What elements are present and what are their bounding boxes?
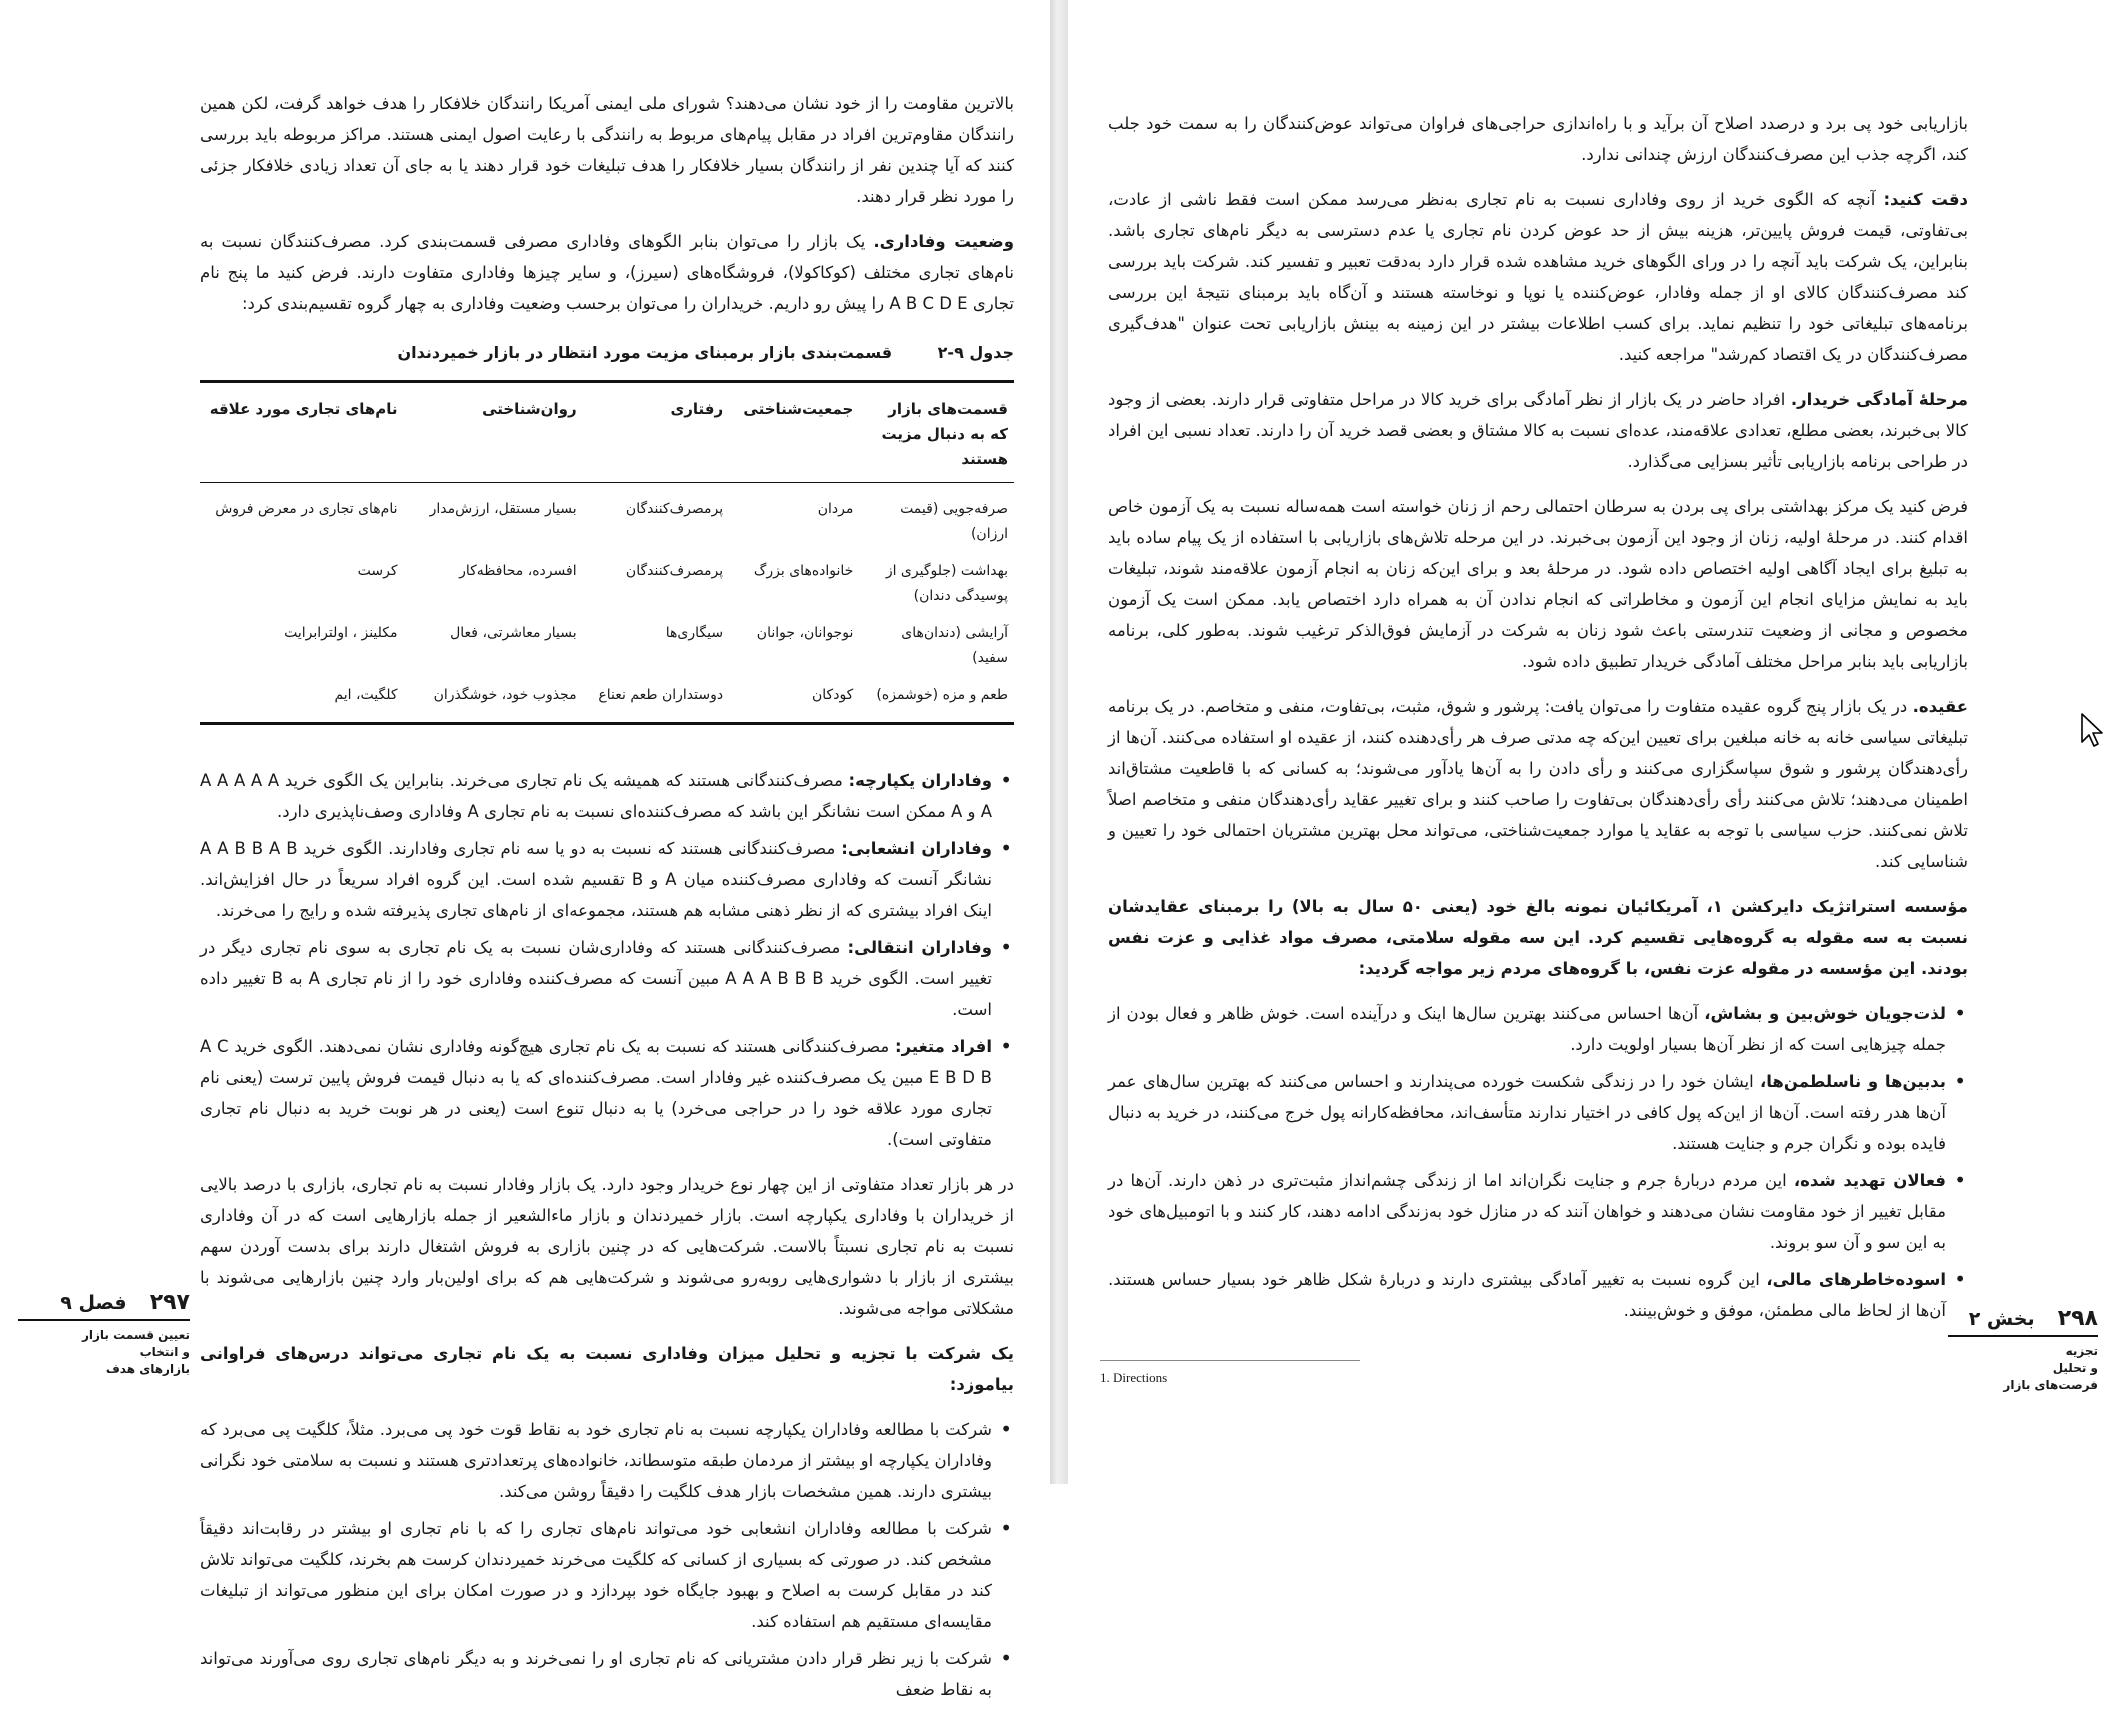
table-cell: صرفه‌جویی (قیمت ارزان) xyxy=(900,501,1008,542)
loyalty-groups-list xyxy=(200,765,1014,1155)
table-title xyxy=(200,337,1014,368)
list-item-heading: افراد متغیر: xyxy=(895,1037,992,1056)
table-cell: بسیار معاشرتی، فعال xyxy=(450,625,577,641)
lessons-list xyxy=(200,1414,1014,1705)
list-item xyxy=(200,932,1014,1025)
page-number: ۲۹۸ xyxy=(2057,1306,2098,1331)
footnote-rule xyxy=(1100,1360,1360,1361)
table-cell: خانواده‌های بزرگ xyxy=(753,563,854,579)
list-item-heading: وفاداران انشعابی: xyxy=(841,839,992,858)
table-row xyxy=(200,615,1014,677)
table-cell: آرایشی (دندان‌های سفید) xyxy=(901,625,1008,666)
footer-heading xyxy=(1948,1306,2098,1331)
subtitle-line: تجزیه xyxy=(2065,1344,2098,1358)
intro-paragraph: بالاترین مقاومت را از خود نشان می‌دهند؟ شورای ملی ایمنی آمریکا رانندگان خلافکار را هدف خواهد گرفت، لکن همین رانندگان مقاوم‌ترین افراد در مقابل پیام‌های مربوط به رانندگی با رعایت اصول ایمنی هستند. مراکز مربوطه باید بررسی کنند که آیا چندین نفر از رانندگان بسیار خلافکار را هدف تبلیغات خود قرار دهند یا به جای آن تعداد زیادی خلافکار جزئی را مورد نظر قرار دهند. xyxy=(200,94,1014,206)
caution-text: آنچه که الگوی خرید از روی وفاداری نسبت به نام تجاری به‌نظر می‌رسد ممکن است فقط ناشی از عادت، بی‌تفاوتی، قیمت فروش پایین‌تر، هزینه بیش از حد عوض کردن نام تجاری یا عدم دسترسی به دیگر نام‌های تجاری باشد. بنابراین، یک شرکت باید آنچه را در ورای الگوهای خرید مشاهده شده قرار دارد به‌دقت تعبیر و تفسیر کند. شرکت باید بررسی کند مصرف‌کنندگان کالای او از جمله وفادار، عوض‌کننده یا نوپا و نوخاسته هستند و آن‌گاه باید برمبنای نتیجهٔ این بررسی برنامه‌های تبلیغاتی خود را تنظیم نماید. برای کسب اطلاعات بیشتر در این زمینه به بینش بازاریابی تحت عنوان "هدف‌گیری مصرف‌کنندگان در یک اقتصاد کم‌رشد" مراجعه کنید. xyxy=(1108,190,1968,364)
list-item-heading: وفاداران انتقالی: xyxy=(847,938,992,957)
list-item-heading: فعالان تهدید شده، xyxy=(1793,1171,1946,1190)
self-esteem-groups-list xyxy=(1108,998,1968,1326)
list-item-text: مصرف‌کنندگانی هستند که همیشه یک نام تجاری می‌خرند. بنابراین یک الگوی خرید A A A A A A و A ممکن است نشانگر این باشد که مصرف‌کننده‌ای نسبت به نام تجاری A وفاداری وصف‌ناپذیری دارد. xyxy=(200,771,992,821)
list-item-heading: اسوده‌خاطرهای مالی، xyxy=(1766,1270,1946,1289)
subtitle-line: و تحلیل xyxy=(2052,1361,2098,1375)
table-cell: مکلینز ، اولترابرایت xyxy=(284,625,398,641)
page-298-footer xyxy=(1948,1306,2098,1394)
table-cell: بسیار مستقل، ارزش‌مدار xyxy=(429,501,577,517)
chapter-label: فصل ۹ xyxy=(60,1292,127,1314)
caution-paragraph xyxy=(1108,184,1968,370)
page-297-text xyxy=(200,88,1014,1719)
table-cell: نوجوانان، جوانان xyxy=(756,625,854,641)
table-cell: کرست xyxy=(357,563,398,579)
subtitle-line: تعیین قسمت بازار xyxy=(82,1328,190,1342)
mouse-pointer-icon xyxy=(2080,712,2104,748)
list-item xyxy=(200,1031,1014,1155)
table-header: رفتاری xyxy=(583,382,730,483)
loyalty-paragraph xyxy=(200,226,1014,319)
list-item-heading: بدبین‌ها و ناسلطمن‌ها، xyxy=(1759,1072,1946,1091)
list-item-heading: لذت‌جویان خوش‌بین و بشاش، xyxy=(1704,1004,1946,1023)
page-298 xyxy=(1068,0,2118,1484)
list-item-text: این مردم دربارهٔ جرم و جنایت نگران‌اند اما از زندگی چشم‌انداز مثبت‌تری در ذهن دارند. آن‌ها در مقابل تغییر از خود مقاومت نشان می‌دهند و خواهان آنند که در منازل خود به‌زندگی ادامه دهند، کار کنند و با اتومبیل‌های خود به این سو و آن سو بروند. xyxy=(1108,1171,1946,1252)
continuation-paragraph: بازاریابی خود پی برد و درصدد اصلاح آن برآید و با راه‌اندازی حراجی‌های فراوان می‌تواند عوض‌کنندگان را به سمت خود جلب کند، اگرچه جذب این مصرف‌کنندگان ارزش چندانی ندارد. xyxy=(1108,114,1968,164)
list-item xyxy=(200,765,1014,827)
footer-rule xyxy=(1948,1335,2098,1337)
part-label: بخش ۲ xyxy=(1968,1308,2035,1330)
part-subtitle xyxy=(1948,1343,2098,1394)
table-cell: کودکان xyxy=(812,687,854,703)
loyalty-heading: وضعیت وفاداری. xyxy=(873,232,1014,251)
table-cell: بهداشت (جلوگیری از پوسیدگی دندان) xyxy=(885,563,1008,604)
market-paragraph: در هر بازار تعداد متفاوتی از این چهار نوع خریدار وجود دارد. یک بازار وفادار نسبت به نام تجاری، بازاری با درصد بالایی از خریداران با وفاداری یکپارچه است. بازار خمیردندان و بازار ماءالشعیر از جمله بازارهایی است که در آن وفاداری نسبت به نام تجاری نسبتاً بالاست. شرکت‌هایی که در چنین بازاری به فروش اشتغال دارند برای بدست آوردن سهم بیشتری از بازار با دشواری‌هایی روبه‌رو می‌شوند و شرکت‌هایی هم که برای اولین‌بار وارد چنین بازارهایی می‌شوند با مشکلاتی مواجه می‌شوند. xyxy=(200,1175,1014,1318)
attitude-heading: عقیده. xyxy=(1912,697,1968,716)
table-cell: افسرده، محافظه‌کار xyxy=(459,563,577,579)
table-header-row xyxy=(200,382,1014,483)
table-row xyxy=(200,483,1014,554)
page-297-footer xyxy=(18,1290,190,1378)
page-297 xyxy=(0,0,1050,1699)
subtitle-line: بازارهای هدف xyxy=(105,1362,190,1376)
table-header: روان‌شناختی xyxy=(404,382,583,483)
list-item xyxy=(1108,1264,1968,1326)
readiness-paragraph xyxy=(1108,384,1968,477)
list-item-text: مصرف‌کنندگانی هستند که وفاداری‌شان نسبت به یک نام تجاری به سوی نام تجاری دیگر در تغییر است. الگوی خرید A A A B B B مبین آنست که مصرف‌کننده وفاداری خود را از نام تجاری A به B تغییر داده است. xyxy=(200,938,993,1019)
list-item xyxy=(1108,1165,1968,1258)
subtitle-line: فرصت‌های بازار xyxy=(2003,1378,2098,1392)
list-item-text: این گروه نسبت به تغییر آمادگی بیشتری دارند و دربارهٔ شکل ظاهر خود بسیار حساس هستند. آن‌ها از لحاظ مالی مطمئن، موفق و خوش‌بینند. xyxy=(1108,1270,1946,1320)
list-item: • شرکت با مطالعه وفاداران انشعابی خود می‌تواند نام‌های تجاری را که با نام تجاری او بیشتر در رقابت‌اند دقیقاً مشخص کند. در صورتی که بسیاری از کسانی که کلگیت می‌خرند خمیردندان کرست هم بخرند، کلگیت می‌تواند تلاش کند در مقابل کرست به اصلاح و بهبود جایگاه خود بپردازد و در صورت امکان برای این منظور می‌تواند از تبلیغات مقایسه‌ای مستقیم هم استفاده کند. xyxy=(200,1513,1014,1637)
chapter-subtitle xyxy=(18,1327,190,1378)
table-header: جمعیت‌شناختی xyxy=(729,382,859,483)
table-cell: دوستداران طعم نعناع xyxy=(598,687,724,703)
directions-paragraph: مؤسسه استراتژیک دایرکشن ۱، آمریکائیان نمونه بالغ خود (یعنی ۵۰ سال به بالا) را برمبنای عقایدشان نسبت به سه مقوله به گروه‌هایی تقسیم کرد. این سه مقوله سلامتی، مصرف مواد غذایی و عزت نفس بودند. این مؤسسه در مقوله عزت نفس، با گروه‌های مردم زیر مواجه گردید: xyxy=(1108,897,1968,978)
list-item-text: ایشان خود را در زندگی شکست خورده می‌پندارند و احساس می‌کنند که بهترین سال‌های عمر آن‌ها هدر رفته است. آن‌ها از این‌که پول کافی در اختیار ندارند متأسف‌اند، محافظه‌کارانه پول خرج می‌کنند، در خرید به دنبال فایده بوده و نگران جرم و جنایت هستند. xyxy=(1108,1072,1946,1153)
list-item-heading: وفاداران یکپارچه: xyxy=(848,771,992,790)
readiness-heading: مرحلهٔ آمادگی خریدار. xyxy=(1790,390,1968,409)
table-cell: طعم و مزه (خوشمزه) xyxy=(876,687,1008,703)
book-gutter xyxy=(1050,0,1068,1484)
table-label: جدول ۹-۲ xyxy=(937,343,1014,362)
footer-heading xyxy=(18,1290,190,1315)
attitude-paragraph xyxy=(1108,691,1968,877)
page-298-text xyxy=(1108,108,1968,1340)
list-item-text: مصرف‌کنندگانی هستند که نسبت به یک نام تجاری هیچ‌گونه وفاداری نشان نمی‌دهند. الگوی خرید A C E B D B مبین یک مصرف‌کننده غیر وفادار است. مصرف‌کننده‌ای که یا به دنبال قیمت فروش پایین ترست (یعنی نام تجاری مورد علاقه خود را در حراجی می‌خرد) یا به دنبال تنوع است (یعنی در هر نوبت خرید به دنبال نام تجاری متفاوتی است). xyxy=(200,1037,992,1149)
table-cell: کلگیت، ایم xyxy=(334,687,398,703)
health-paragraph: فرض کنید یک مرکز بهداشتی برای پی بردن به سرطان احتمالی رحم از زنان خواسته است همه‌ساله نسبت به یک آزمون خاص اقدام کنند. در مرحلهٔ اولیه، زنان از وجود این آزمون بی‌خبرند. در این مرحله تلاش‌های بازاریابی با استفاده از یک پیام ساده باید به تبلیغ برای ایجاد آگاهی اولیه اختصاص داده شود. در مرحلهٔ بعد و برای این‌که زنان به انجام آزمون علاقه‌مند شوند، تبلیغات باید به نمایش مزایای انجام این آزمون و مخاطراتی که انجام ندادن آن به همراه دارد اختصاص یابد. ممکن است یک آزمون مخصوص و مجانی از وضعیت تندرستی باعث شود زنان به شرکت در آزمایش فوق‌الذکر ترغیب شوند. به‌طور کلی، برنامه بازاریابی باید بنابر مراحل مختلف آمادگی خریدار تطبیق داده شود. xyxy=(1108,497,1968,671)
page-number: ۲۹۷ xyxy=(149,1290,190,1315)
list-item-text: مصرف‌کنندگانی هستند که نسبت به دو یا سه نام تجاری وفادارند. الگوی خرید A A B B A B نشانگر آنست که وفاداری مصرف‌کننده میان A و B تقسیم شده است. این گروه افراد سریعاً در حال افزایش‌اند. اینک افراد بیشتری که از نظر ذهنی مشابه هم هستند، مجموعه‌ای از نام‌های تجاری پذیرفته شده و رایج را می‌خرند. xyxy=(200,839,992,920)
table-row xyxy=(200,553,1014,615)
table-header: قسمت‌های بازار که به دنبال مزیت هستند xyxy=(859,382,1014,483)
caution-heading: دقت کنید: xyxy=(1883,190,1968,209)
list-item: • شرکت با مطالعه وفاداران یکپارچه نسبت به نام تجاری خود به نقاط قوت خود پی می‌برد. مثلاً، کلگیت پی می‌برد که وفاداران یکپارچه او بیشتر از مردمان طبقه متوسطاند، خانواده‌های پرتعدادتری هستند و نسبت به سلامتی خود نگرانی بیشتری دارند. همین مشخصات بازار هدف کلگیت را دقیقاً روشن می‌کند. xyxy=(200,1414,1014,1507)
loyalty-text: یک بازار را می‌توان بنابر الگوهای وفاداری مصرفی قسمت‌بندی کرد. مصرف‌کنندگان نسبت به نام‌های تجاری مختلف (کوکاکولا)، فروشگاه‌های (سیرز)، و سایر چیزها وفاداری متفاوت دارند. فرض کنید ما پنج نام تجاری A B C D E را پیش رو داریم. خریداران را می‌توان برحسب وضعیت وفاداری به چهار گروه تقسیم‌بندی کرد: xyxy=(200,232,1014,313)
table-header: نام‌های تجاری مورد علاقه xyxy=(200,382,404,483)
table-cell: نام‌های تجاری در معرض فروش xyxy=(215,501,398,517)
footer-rule xyxy=(18,1319,190,1321)
list-item-text: آن‌ها احساس می‌کنند بهترین سال‌ها اینک و درآینده است. خوش ظاهر و فعال بودن از جمله چیزهایی است که از نظر آن‌ها بسیار اولویت دارد. xyxy=(1108,1004,1946,1054)
readiness-text: افراد حاضر در یک بازار از نظر آمادگی برای خرید کالا در مراحل متفاوتی قرار دارند. بعضی از وجود کالا بی‌خبرند، بعضی مطلع، تعدادی علاقه‌مند، عده‌ای نسبت به کالا مشتاق و بعضی قصد خرید آن را دارند. تعداد نسبی این افراد در طراحی برنامه بازاریابی تأثیر بسزایی می‌گذارد. xyxy=(1108,390,1968,471)
table-cell: پرمصرف‌کنندگان xyxy=(625,563,724,579)
table-cell: مردان xyxy=(817,501,854,517)
attitude-text: در یک بازار پنج گروه عقیده متفاوت را می‌توان یافت: پرشور و شوق، مثبت، بی‌تفاوت، منفی و متخاصم. در یک برنامه تبلیغاتی سیاسی خانه به خانه مبلغین برای تعیین این‌که چه مدتی صرف هر رأی‌دهنده کنند، از عقیده او استفاده می‌کنند. آن‌ها از رأی‌دهندگان پرشور و شوق سپاسگزاری می‌کنند و رأی دادن را به آن‌ها یادآور می‌شوند؛ به کسانی که با قاطعیت مشتاق‌اند اطمینان می‌دهند؛ تلاش می‌کنند رأی رأی‌دهندگان بی‌تفاوت را صاحب کنند و برای تغییر عقاید رأی‌دهندگان منفی و متخاصم اصلاً تلاش نمی‌کنند. حزب سیاسی با توجه به عقاید یا موارد جمعیت‌شناختی، می‌تواند محل بهترین مشتریان احتمالی خود را تعیین و شناسایی کند. xyxy=(1108,697,1968,871)
table-row xyxy=(200,677,1014,724)
subtitle-line: و انتخاب xyxy=(139,1345,190,1359)
table-cell: پرمصرف‌کنندگان xyxy=(625,501,724,517)
table-cell: سیگاری‌ها xyxy=(665,625,724,641)
list-item xyxy=(1108,998,1968,1060)
list-item: • شرکت با زیر نظر قرار دادن مشتریانی که نام تجاری او را نمی‌خرند و به دیگر نام‌های تجاری روی می‌آورند می‌تواند به نقاط ضعف xyxy=(200,1643,1014,1705)
lessons-intro: یک شرکت با تجزیه و تحلیل میزان وفاداری نسبت به یک نام تجاری می‌تواند درس‌های فراوانی بیاموزد: xyxy=(200,1344,1014,1394)
list-item xyxy=(1108,1066,1968,1159)
table-caption: قسمت‌بندی بازار برمبنای مزیت مورد انتظار در بازار خمیردندان xyxy=(397,343,893,362)
table-cell: مجذوب خود، خوشگذران xyxy=(433,687,577,703)
segmentation-table xyxy=(200,380,1014,725)
footnote: 1. Directions xyxy=(1100,1370,1168,1385)
list-item xyxy=(200,833,1014,926)
